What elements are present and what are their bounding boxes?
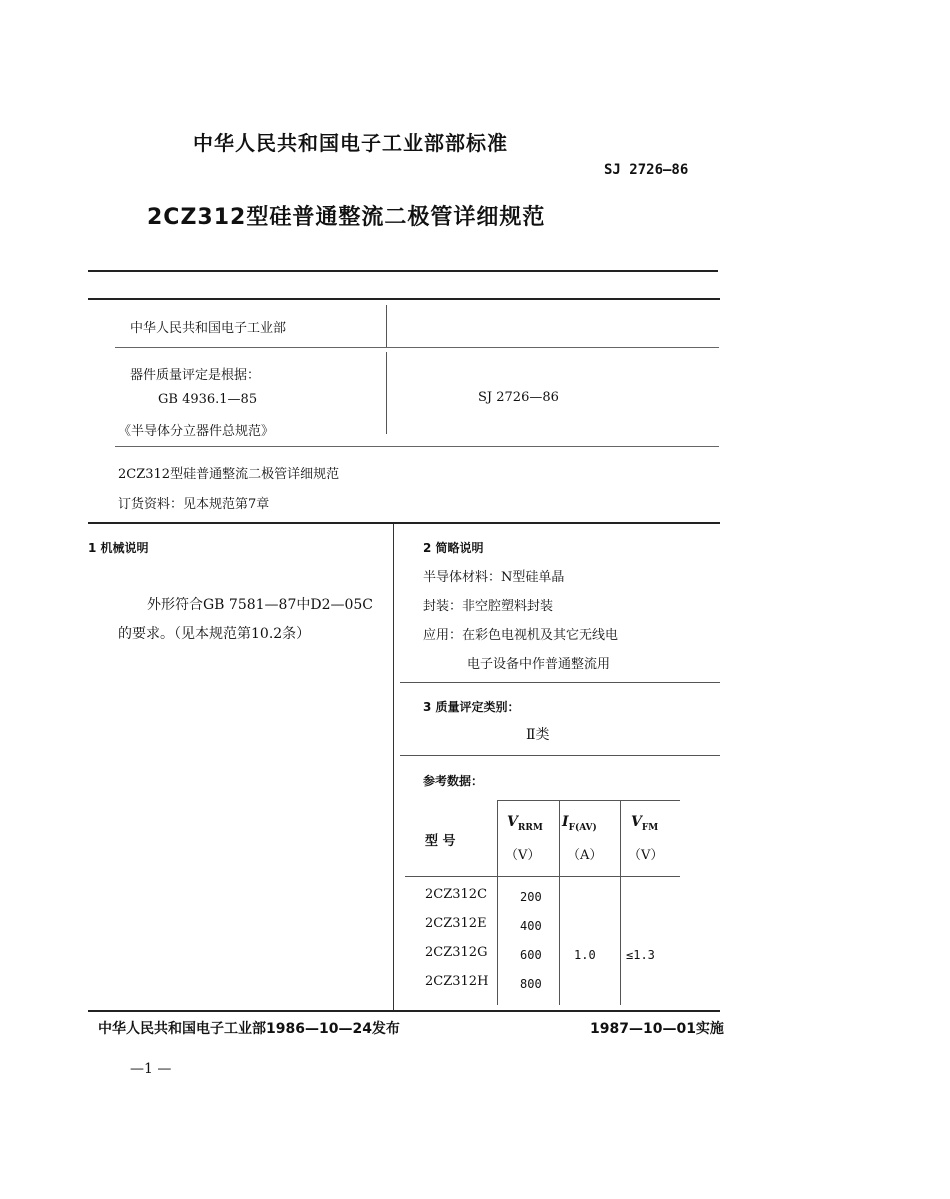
reference-label: 参考数据： — [423, 774, 484, 788]
section2-heading: 2 简略说明 — [423, 541, 484, 555]
ministry-standard-title: 中华人民共和国电子工业部部标准 — [193, 131, 508, 155]
table-row-model: 2CZ312G — [425, 945, 488, 960]
vrrm-subscript: RRM — [517, 822, 543, 833]
vfm-subscript: FM — [641, 822, 659, 833]
section2-package: 封装：非空腔塑料封装 — [423, 599, 554, 614]
issuer: 中华人民共和国电子工业部 — [130, 321, 287, 336]
col-vrrm-header — [507, 814, 543, 833]
section1-line2: 的要求。（见本规范第10.2条） — [118, 626, 311, 642]
table-row-vrrm: 200 — [520, 890, 542, 904]
vfm-symbol: V — [631, 814, 642, 830]
col-if-header — [562, 814, 597, 833]
info-rule-1 — [115, 347, 719, 348]
issue-date: 中华人民共和国电子工业部1986—10—24发布 — [98, 1021, 400, 1037]
order-info: 订货资料：见本规范第7章 — [118, 497, 270, 512]
table-row-vrrm: 400 — [520, 919, 542, 933]
info-divider-1 — [386, 305, 387, 347]
vfm-value: ≤1.3 — [626, 948, 655, 962]
spec-name: 2CZ312型硅普通整流二极管详细规范 — [118, 467, 340, 482]
bottom-rule — [88, 1010, 720, 1012]
table-row-vrrm: 800 — [520, 977, 542, 991]
section1-line1: 外形符合GB 7581—87中D2—05C — [147, 597, 374, 613]
table-row-model: 2CZ312C — [425, 887, 488, 902]
col-vfm-unit: （V） — [628, 848, 664, 863]
right-standard-code: SJ 2726—86 — [478, 390, 559, 405]
basis-name: 《半导体分立器件总规范》 — [118, 424, 275, 439]
top-rule-2 — [88, 298, 720, 300]
table-row-vrrm: 600 — [520, 948, 542, 962]
section2-material: 半导体材料：N型硅单晶 — [423, 570, 565, 585]
section2-application-2: 电子设备中作普通整流用 — [467, 657, 611, 672]
basis-label: 器件质量评定是根据： — [130, 368, 261, 383]
section3-rule — [400, 755, 720, 756]
section2-rule — [400, 682, 720, 683]
column-divider — [393, 524, 394, 1010]
col-vrrm-unit: （V） — [505, 848, 541, 863]
vrrm-symbol: V — [507, 814, 518, 830]
col-model-header: 型 号 — [425, 834, 456, 849]
table-vline-3 — [620, 800, 621, 1005]
document-title: 2CZ312型硅普通整流二极管详细规范 — [147, 205, 546, 230]
section1-heading: 1 机械说明 — [88, 541, 149, 555]
basis-code: GB 4936.1—85 — [158, 392, 258, 407]
if-value: 1.0 — [574, 948, 596, 962]
col-if-unit: （A） — [567, 848, 603, 863]
table-vline-2 — [559, 800, 560, 1005]
if-subscript: F(AV) — [568, 822, 597, 833]
info-rule-2 — [115, 446, 719, 447]
section3-heading: 3 质量评定类别： — [423, 700, 520, 714]
table-top-rule — [497, 800, 680, 801]
table-row-model: 2CZ312E — [425, 916, 487, 931]
standard-code: SJ 2726—86 — [604, 162, 689, 178]
table-row-model: 2CZ312H — [425, 974, 489, 989]
page-number: —1 — — [130, 1061, 172, 1077]
col-vfm-header — [631, 814, 658, 833]
table-vline-1 — [497, 800, 498, 1005]
effective-date: 1987—10—01实施 — [590, 1021, 724, 1037]
if-symbol: I — [562, 814, 569, 830]
quality-category: Ⅱ类 — [526, 727, 550, 743]
info-divider-2 — [386, 352, 387, 434]
table-header-rule — [405, 876, 680, 877]
top-rule-1 — [88, 270, 718, 272]
section2-application-1: 应用：在彩色电视机及其它无线电 — [423, 628, 619, 643]
section-rule — [88, 522, 720, 524]
